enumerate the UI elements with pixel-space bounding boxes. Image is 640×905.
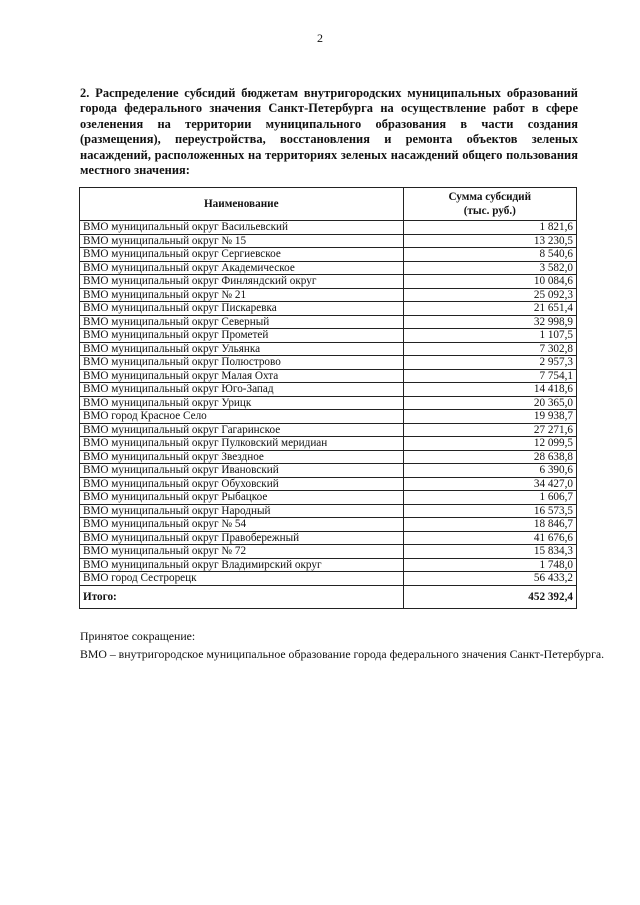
- row-sum: 16 573,5: [403, 504, 576, 518]
- row-name: ВМО муниципальный округ Владимирский округ: [80, 558, 404, 572]
- row-sum: 32 998,9: [403, 315, 576, 329]
- table-row: [80, 477, 577, 491]
- row-name: ВМО город Красное Село: [80, 410, 404, 424]
- header-name: Наименование: [80, 188, 404, 221]
- row-sum: 6 390,6: [403, 464, 576, 478]
- row-sum: 14 418,6: [403, 383, 576, 397]
- table-row: [80, 396, 577, 410]
- table-row: [80, 369, 577, 383]
- subsidies-table: [79, 187, 577, 609]
- row-name: ВМО муниципальный округ Рыбацкое: [80, 491, 404, 505]
- row-name: ВМО муниципальный округ Гагаринское: [80, 423, 404, 437]
- table-row: [80, 288, 577, 302]
- page-number: 2: [317, 31, 323, 45]
- table-row: [80, 572, 577, 586]
- section-heading: 2. Распределение субсидий бюджетам внутригородских муниципальных образований города федерального значения Санкт-Петербурга на осуществление работ в сфере озеленения на территории муниципального образования в части создания (размещения), переустройства, восстановления и ремонта объектов зеленых насаждений, расположенных на территориях зеленых насаждений общего пользования местного значения:: [80, 86, 578, 178]
- row-name: ВМО муниципальный округ Северный: [80, 315, 404, 329]
- header-sum-line1: Сумма субсидий: [448, 191, 532, 203]
- row-sum: 34 427,0: [403, 477, 576, 491]
- table-row: [80, 437, 577, 451]
- row-name: ВМО муниципальный округ Полюстрово: [80, 356, 404, 370]
- row-name: ВМО город Сестрорецк: [80, 572, 404, 586]
- row-sum: 10 084,6: [403, 275, 576, 289]
- header-sum-line2: (тыс. руб.): [463, 205, 516, 217]
- table-row: [80, 423, 577, 437]
- row-name: ВМО муниципальный округ Пулковский меридиан: [80, 437, 404, 451]
- table-row: [80, 302, 577, 316]
- notes: [80, 627, 620, 663]
- row-sum: 18 846,7: [403, 518, 576, 532]
- table-row: [80, 545, 577, 559]
- row-sum: 1 606,7: [403, 491, 576, 505]
- row-name: ВМО муниципальный округ Малая Охта: [80, 369, 404, 383]
- row-sum: 28 638,8: [403, 450, 576, 464]
- row-name: ВМО муниципальный округ Урицк: [80, 396, 404, 410]
- row-name: ВМО муниципальный округ Академическое: [80, 261, 404, 275]
- row-sum: 1 821,6: [403, 221, 576, 235]
- table-row: [80, 383, 577, 397]
- row-sum: 21 651,4: [403, 302, 576, 316]
- row-sum: 7 302,8: [403, 342, 576, 356]
- row-sum: 13 230,5: [403, 234, 576, 248]
- row-name: ВМО муниципальный округ Обуховский: [80, 477, 404, 491]
- row-name: ВМО муниципальный округ Сергиевское: [80, 248, 404, 262]
- row-sum: 27 271,6: [403, 423, 576, 437]
- table-row: [80, 329, 577, 343]
- table-row: [80, 531, 577, 545]
- total-sum: 452 392,4: [403, 585, 576, 608]
- abbreviation-note: ВМО – внутригородское муниципальное образование города федерального значения Санкт-Петербурга.: [80, 647, 605, 661]
- row-sum: 25 092,3: [403, 288, 576, 302]
- row-sum: 2 957,3: [403, 356, 576, 370]
- table-row: [80, 234, 577, 248]
- table-row: [80, 248, 577, 262]
- table-row: [80, 342, 577, 356]
- row-sum: 56 433,2: [403, 572, 576, 586]
- notes-title: Принятое сокращение:: [80, 629, 196, 643]
- row-sum: 12 099,5: [403, 437, 576, 451]
- row-sum: 7 754,1: [403, 369, 576, 383]
- row-name: ВМО муниципальный округ № 54: [80, 518, 404, 532]
- table-row: [80, 558, 577, 572]
- row-name: ВМО муниципальный округ Финляндский округ: [80, 275, 404, 289]
- table-row: [80, 504, 577, 518]
- row-sum: 1 748,0: [403, 558, 576, 572]
- row-name: ВМО муниципальный округ Юго-Запад: [80, 383, 404, 397]
- total-row: [80, 585, 577, 608]
- row-sum: 41 676,6: [403, 531, 576, 545]
- table-body: [80, 221, 577, 586]
- table-row: [80, 491, 577, 505]
- row-sum: 8 540,6: [403, 248, 576, 262]
- row-name: ВМО муниципальный округ Ивановский: [80, 464, 404, 478]
- row-name: ВМО муниципальный округ Васильевский: [80, 221, 404, 235]
- row-sum: 1 107,5: [403, 329, 576, 343]
- table-row: [80, 221, 577, 235]
- header-sum: [403, 188, 576, 221]
- row-name: ВМО муниципальный округ Правобережный: [80, 531, 404, 545]
- table-header-row: [80, 188, 577, 221]
- table-row: [80, 410, 577, 424]
- table-row: [80, 261, 577, 275]
- row-name: ВМО муниципальный округ Ульянка: [80, 342, 404, 356]
- table-row: [80, 275, 577, 289]
- row-name: ВМО муниципальный округ Пискаревка: [80, 302, 404, 316]
- row-sum: 19 938,7: [403, 410, 576, 424]
- row-name: ВМО муниципальный округ № 72: [80, 545, 404, 559]
- table-row: [80, 315, 577, 329]
- table-row: [80, 464, 577, 478]
- row-name: ВМО муниципальный округ Звездное: [80, 450, 404, 464]
- total-label: Итого:: [80, 585, 404, 608]
- table-row: [80, 518, 577, 532]
- table-row: [80, 450, 577, 464]
- row-sum: 20 365,0: [403, 396, 576, 410]
- row-sum: 15 834,3: [403, 545, 576, 559]
- row-sum: 3 582,0: [403, 261, 576, 275]
- row-name: ВМО муниципальный округ № 21: [80, 288, 404, 302]
- table-row: [80, 356, 577, 370]
- row-name: ВМО муниципальный округ № 15: [80, 234, 404, 248]
- row-name: ВМО муниципальный округ Прометей: [80, 329, 404, 343]
- row-name: ВМО муниципальный округ Народный: [80, 504, 404, 518]
